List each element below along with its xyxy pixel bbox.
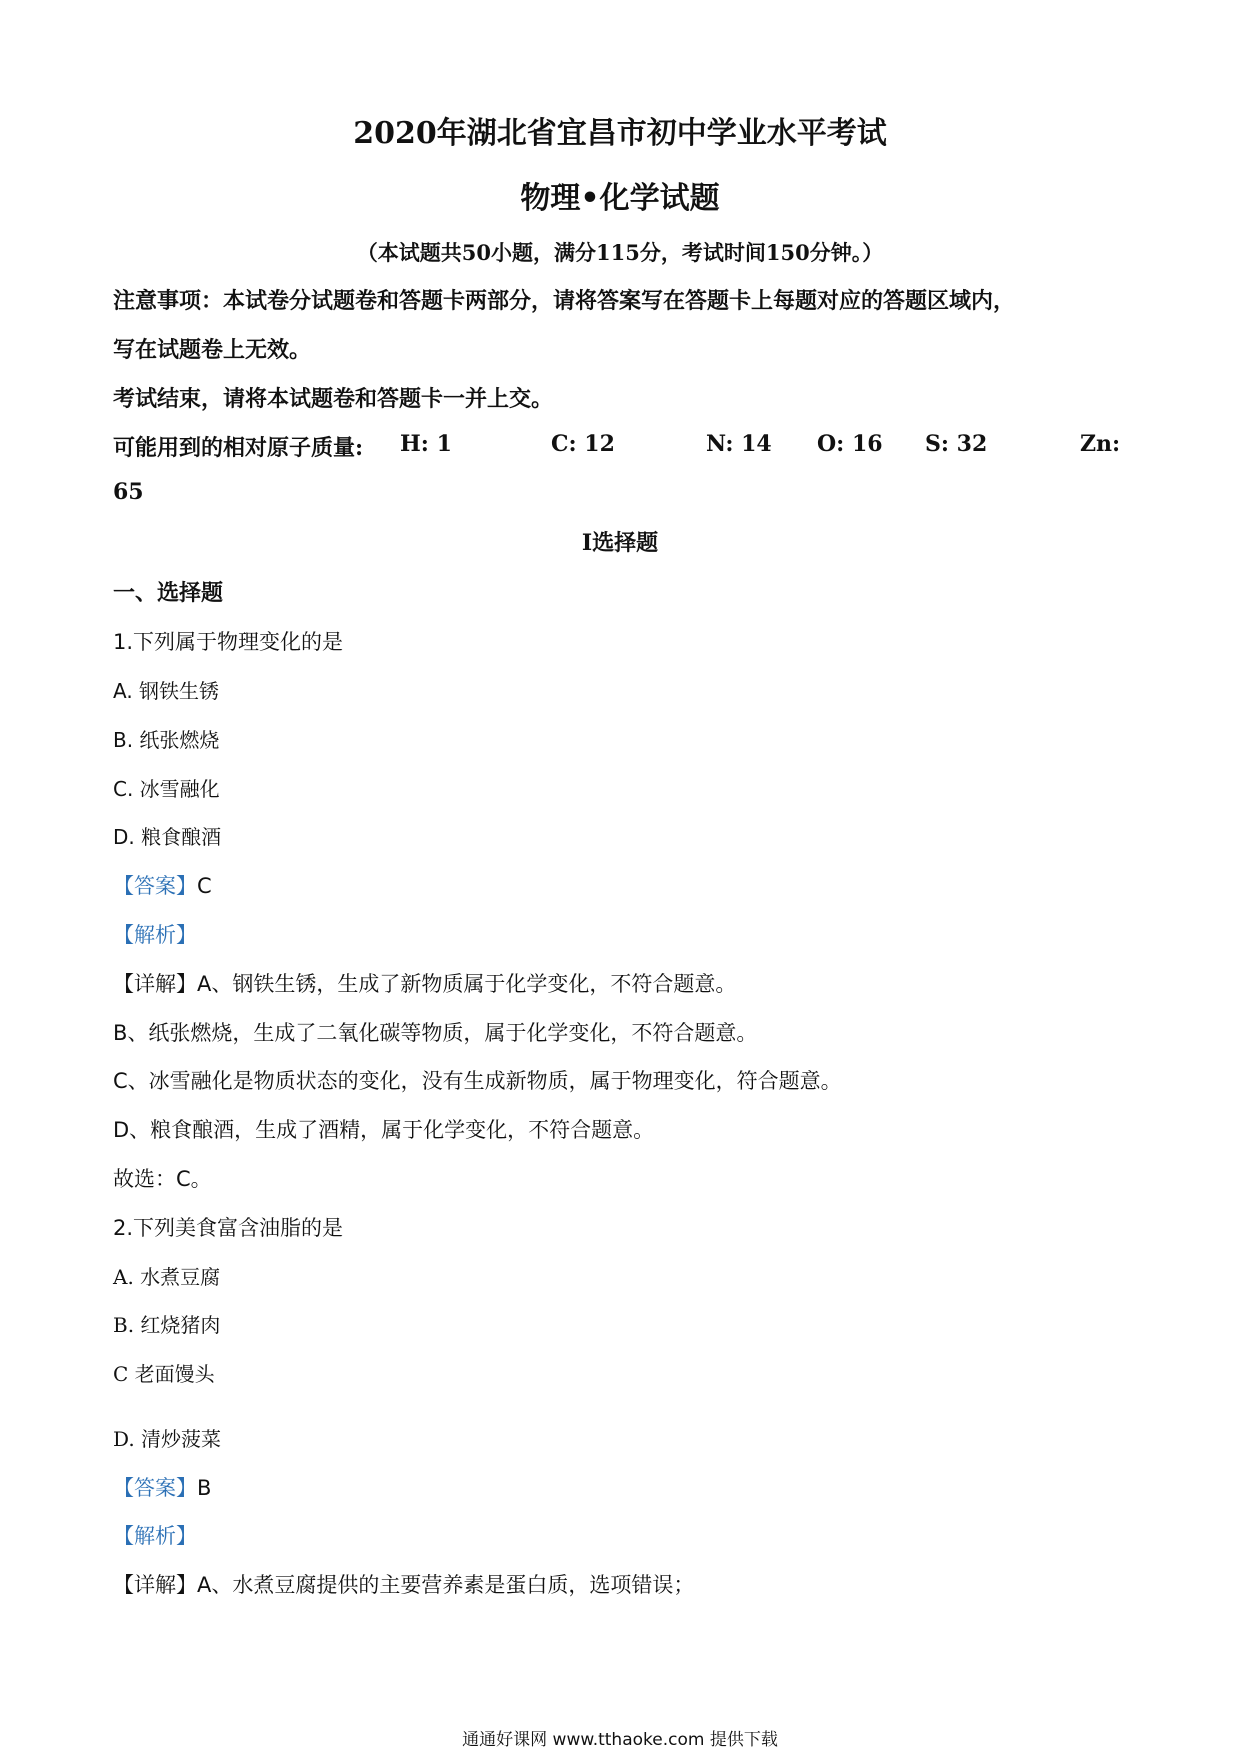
detail-tag: 【详解】 (113, 1573, 197, 1597)
atomic-mass-o: O: 16 (817, 431, 883, 457)
question-1-detail-4: D、粮食酿酒，生成了酒精，属于化学变化，不符合题意。 (113, 1118, 655, 1142)
page-subtitle: 物理•化学试题 (520, 181, 720, 216)
atomic-mass-h: H: 1 (400, 431, 452, 457)
question-1-option-d: D. 粮食酿酒 (113, 825, 222, 849)
question-2-answer (113, 1472, 211, 1502)
question-1-answer (113, 870, 212, 900)
question-2-detail-1 (113, 1569, 694, 1599)
question-2-option-a: A. 水煮豆腐 (113, 1265, 221, 1289)
question-1-option-b: B. 纸张燃烧 (113, 728, 220, 752)
notes-line-3: 考试结束，请将本试题卷和答题卡一并上交。 (113, 386, 554, 412)
answer-tag: 【答案】 (113, 874, 197, 898)
notes-line-2: 写在试题卷上无效。 (113, 337, 312, 363)
answer-value: B (197, 1476, 212, 1500)
question-1-conclusion: 故选：C。 (113, 1167, 212, 1191)
question-1-detail-3: C、冰雪融化是物质状态的变化，没有生成新物质，属于物理变化，符合题意。 (113, 1069, 842, 1093)
question-1-option-a: A. 钢铁生锈 (113, 679, 220, 703)
detail-text: A、钢铁生锈，生成了新物质属于化学变化，不符合题意。 (197, 972, 737, 996)
atomic-mass-n: N: 14 (706, 431, 772, 457)
page-footer: 通通好课网 www.tthaoke.com 提供下载 (462, 1730, 778, 1750)
question-1-detail-2: B、纸张燃烧，生成了二氧化碳等物质，属于化学变化，不符合题意。 (113, 1021, 758, 1045)
part-title: I选择题 (581, 530, 659, 556)
question-1-option-c: C. 冰雪融化 (113, 777, 220, 801)
question-1-analysis-tag: 【解析】 (113, 923, 197, 947)
answer-value: C (197, 874, 212, 898)
atomic-mass-overflow: 65 (113, 479, 144, 505)
page-title: 2020年湖北省宜昌市初中学业水平考试 (353, 116, 887, 151)
atomic-mass-s: S: 32 (925, 431, 988, 457)
question-1-detail-1 (113, 968, 736, 998)
question-2-option-c: C 老面馒头 (113, 1362, 215, 1386)
atomic-mass-c: C: 12 (551, 431, 615, 457)
notes-line-1: 注意事项：本试卷分试题卷和答题卡两部分，请将答案写在答题卡上每题对应的答题区域内， (113, 288, 1016, 314)
atomic-mass-label: 可能用到的相对原子质量: (113, 435, 364, 461)
answer-tag: 【答案】 (113, 1476, 197, 1500)
question-2-stem: 2.下列美食富含油脂的是 (113, 1216, 344, 1240)
detail-text: A、水煮豆腐提供的主要营养素是蛋白质，选项错误； (197, 1573, 695, 1597)
section-heading: 一、选择题 (113, 580, 224, 606)
exam-scope: （本试题共50小题，满分115分，考试时间150分钟。） (356, 240, 884, 265)
question-2-option-b: B. 红烧猪肉 (113, 1313, 221, 1337)
question-2-analysis-tag: 【解析】 (113, 1524, 197, 1548)
atomic-mass-zn: Zn: (1080, 431, 1121, 457)
question-1-stem: 1.下列属于物理变化的是 (113, 630, 344, 654)
question-2-option-d: D. 清炒菠菜 (113, 1427, 222, 1451)
detail-tag: 【详解】 (113, 972, 197, 996)
